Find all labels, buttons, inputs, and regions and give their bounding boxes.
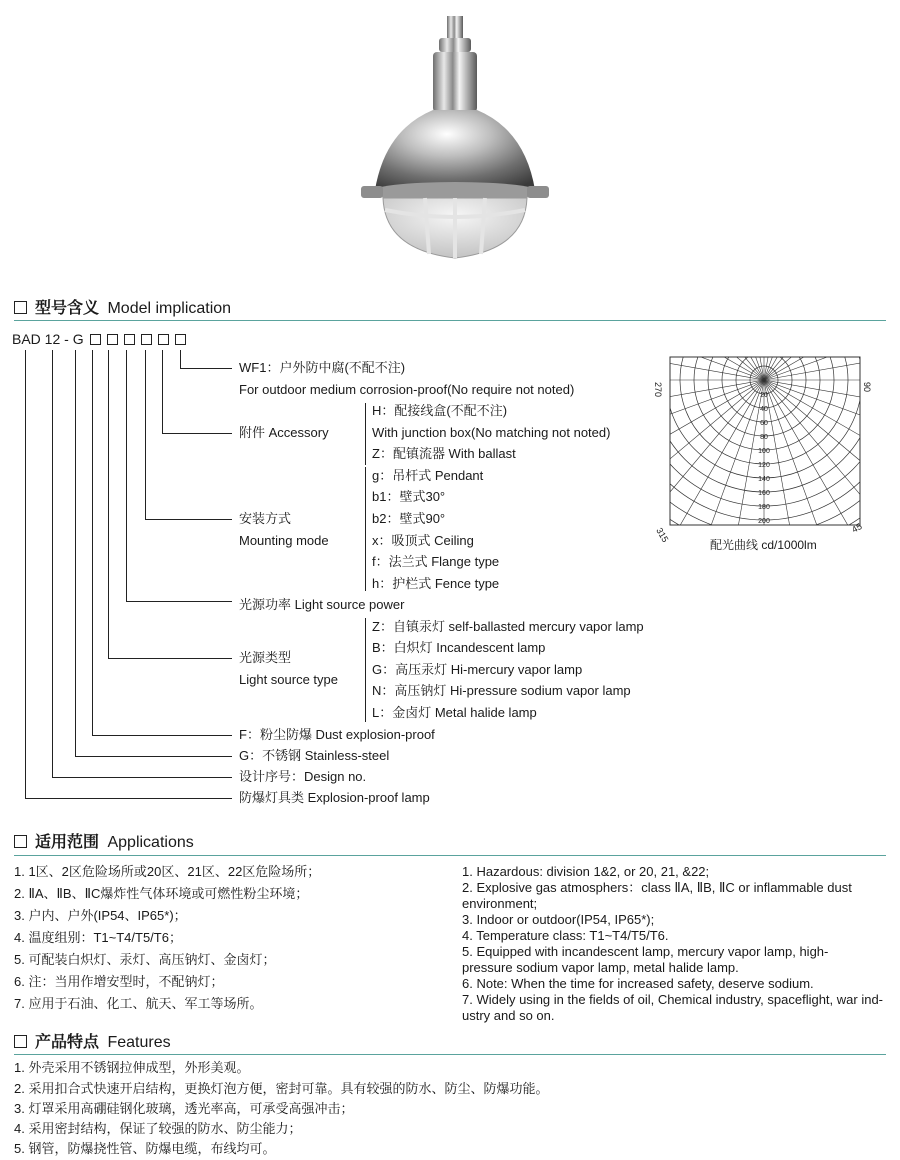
applications-section-title: 适用范围 Applications	[14, 829, 194, 852]
wf1-label: WF1：户外防中腐(不配不注)	[239, 360, 406, 375]
polar-ring-label: 140	[758, 476, 770, 483]
explosion-label: 防爆灯具类 Explosion-proof lamp	[239, 790, 430, 805]
polar-spoke	[764, 352, 890, 380]
polar-ring-label: 120	[758, 462, 770, 469]
polar-spoke	[764, 352, 890, 380]
x-ceiling-label: x：吸顶式 Ceiling	[372, 533, 474, 548]
polar-spoke	[650, 380, 764, 522]
polar-angle-label: 45	[850, 521, 864, 535]
design-label: 设计序号：Design no.	[239, 769, 367, 784]
code-box-icon	[90, 334, 101, 345]
square-bullet-icon	[14, 835, 27, 848]
polar-spoke	[764, 380, 890, 557]
polar-angle-label: 315	[654, 526, 671, 545]
polar-angle-label: 270	[653, 382, 663, 398]
application-cn-item: 7. 应用于石油、化工、航天、军工等场所。	[14, 996, 263, 1011]
application-en-item: 4. Temperature class: T1~T4/T5/T6.	[462, 928, 669, 943]
model-section-title: 型号含义 Model implication	[14, 295, 231, 318]
h-en-label: With junction box(No matching not noted)	[372, 425, 611, 440]
accessory-label: 附件 Accessory	[239, 425, 329, 440]
application-cn-item: 4. 温度组别：T1~T4/T5/T6；	[14, 930, 182, 945]
code-box-icon	[124, 334, 135, 345]
mounting-en-label: Mounting mode	[239, 533, 329, 548]
polar-spoke	[650, 380, 764, 429]
polar-ring-label: 20	[760, 392, 768, 399]
b-incand-label: B：白炽灯 Incandescent lamp	[372, 640, 546, 655]
polar-spoke	[764, 352, 890, 380]
application-en-item: 1. Hazardous: division 1&2, or 20, 21, &22;	[462, 864, 710, 879]
application-cn-item: 5. 可配装白炽灯、汞灯、高压钠灯、金卤灯；	[14, 952, 276, 967]
section-divider	[14, 1054, 886, 1055]
wf1-en-label: For outdoor medium corrosion-proof(No require not noted)	[239, 382, 575, 397]
h-junction-label: H：配接线盒(不配不注)	[372, 403, 508, 418]
application-en-item: 7. Widely using in the fields of oil, Chemical industry, spaceflight, war ind-ustry and so on.	[462, 992, 884, 1023]
code-box-icon	[107, 334, 118, 345]
polar-spoke	[764, 380, 861, 557]
application-en-item: 2. Explosive gas atmosphers：class ⅡA, ⅡB, ⅡC or inflammable dust environment;	[462, 880, 852, 911]
application-cn-item: 3. 户内、户外(IP54、IP65*)；	[14, 908, 187, 923]
polar-spoke	[764, 380, 890, 522]
polar-spoke	[764, 352, 890, 380]
polar-spoke	[764, 380, 890, 477]
z-ballast-label: Z：配镇流器 With ballast	[372, 446, 516, 461]
polar-spoke	[650, 380, 764, 557]
mounting-cn-label: 安装方式	[239, 511, 292, 526]
polar-ring-label: 180	[758, 504, 770, 511]
application-en-item: 5. Equipped with incandescent lamp, mercury vapor lamp, high-pressure sodium vapor lamp, metal halide lamp.	[462, 944, 829, 975]
n-sodium-label: N：高压钠灯 Hi-pressure sodium vapor lamp	[372, 683, 631, 698]
polar-spoke	[650, 380, 764, 557]
polar-angle-label: 90	[862, 382, 872, 393]
h-fence-label: h：护栏式 Fence type	[372, 576, 500, 591]
features-section-title: 产品特点 Features	[14, 1029, 171, 1052]
power-label: 光源功率 Light source power	[239, 597, 405, 612]
g-pendant-label: g：吊杆式 Pendant	[372, 468, 484, 483]
polar-chart-caption: 配光曲线 cd/1000lm	[710, 538, 817, 552]
f-flange-label: f：法兰式 Flange type	[372, 554, 500, 569]
application-en-item: 6. Note: When the time for increased safety, deserve sodium.	[462, 976, 814, 991]
b2-label: b2：壁式90°	[372, 511, 446, 526]
application-cn-item: 2. ⅡA、ⅡB、ⅡC爆炸性气体环境或可燃性粉尘环境；	[14, 886, 309, 901]
polar-spoke	[764, 380, 890, 557]
polar-spoke	[650, 352, 764, 380]
code-box-icon	[158, 334, 169, 345]
l-halide-label: L：金卤灯 Metal halide lamp	[372, 705, 537, 720]
g-hi-label: G：高压汞灯 Hi-mercury vapor lamp	[372, 662, 583, 677]
polar-ring-label: 80	[760, 434, 768, 441]
application-cn-item: 6. 注：当用作增安型时，不配钠灯；	[14, 974, 224, 989]
feature-item: 5. 钢管，防爆挠性管、防爆电缆，布线均可。	[14, 1141, 276, 1156]
application-cn-item: 1. 1区、2区危险场所或20区、21区、22区危险场所；	[14, 864, 321, 879]
b1-label: b1：壁式30°	[372, 489, 446, 504]
section-divider	[14, 320, 886, 321]
z-mercury-label: Z：自镇汞灯 self-ballasted mercury vapor lamp	[372, 619, 644, 634]
polar-ring-label: 100	[758, 448, 770, 455]
polar-spoke	[764, 352, 890, 380]
type-en-label: Light source type	[239, 672, 339, 687]
feature-item: 4. 采用密封结构，保证了较强的防水、防尘能力；	[14, 1121, 302, 1136]
model-code: BAD 12 - G	[12, 331, 186, 347]
polar-ring-label: 40	[760, 406, 768, 413]
f-dust-label: F：粉尘防爆 Dust explosion-proof	[239, 727, 435, 742]
polar-light-distribution-chart	[650, 352, 890, 557]
polar-spoke	[667, 380, 764, 557]
polar-ring-label: 200	[758, 518, 770, 525]
feature-item: 3. 灯罩采用高硼硅钢化玻璃，透光率高，可承受高强冲击；	[14, 1101, 354, 1116]
lamp-product-image	[355, 10, 555, 270]
square-bullet-icon	[14, 301, 27, 314]
polar-spoke	[650, 380, 764, 557]
feature-item: 1. 外壳采用不锈钢拉伸成型，外形美观。	[14, 1060, 250, 1075]
type-cn-label: 光源类型	[239, 650, 292, 665]
polar-ring-label: 160	[758, 490, 770, 497]
feature-item: 2. 采用扣合式快速开启结构，更换灯泡方便，密封可靠。具有较强的防水、防尘、防爆功能。	[14, 1081, 549, 1096]
polar-ring-label: 60	[760, 420, 768, 427]
polar-spoke	[764, 380, 890, 557]
g-steel-label: G：不锈钢 Stainless-steel	[239, 748, 390, 763]
section-divider	[14, 855, 886, 856]
code-box-icon	[141, 334, 152, 345]
polar-ring	[650, 352, 890, 534]
application-en-item: 3. Indoor or outdoor(IP54, IP65*);	[462, 912, 655, 927]
polar-spoke	[764, 352, 890, 380]
square-bullet-icon	[14, 1035, 27, 1048]
code-box-icon	[175, 334, 186, 345]
